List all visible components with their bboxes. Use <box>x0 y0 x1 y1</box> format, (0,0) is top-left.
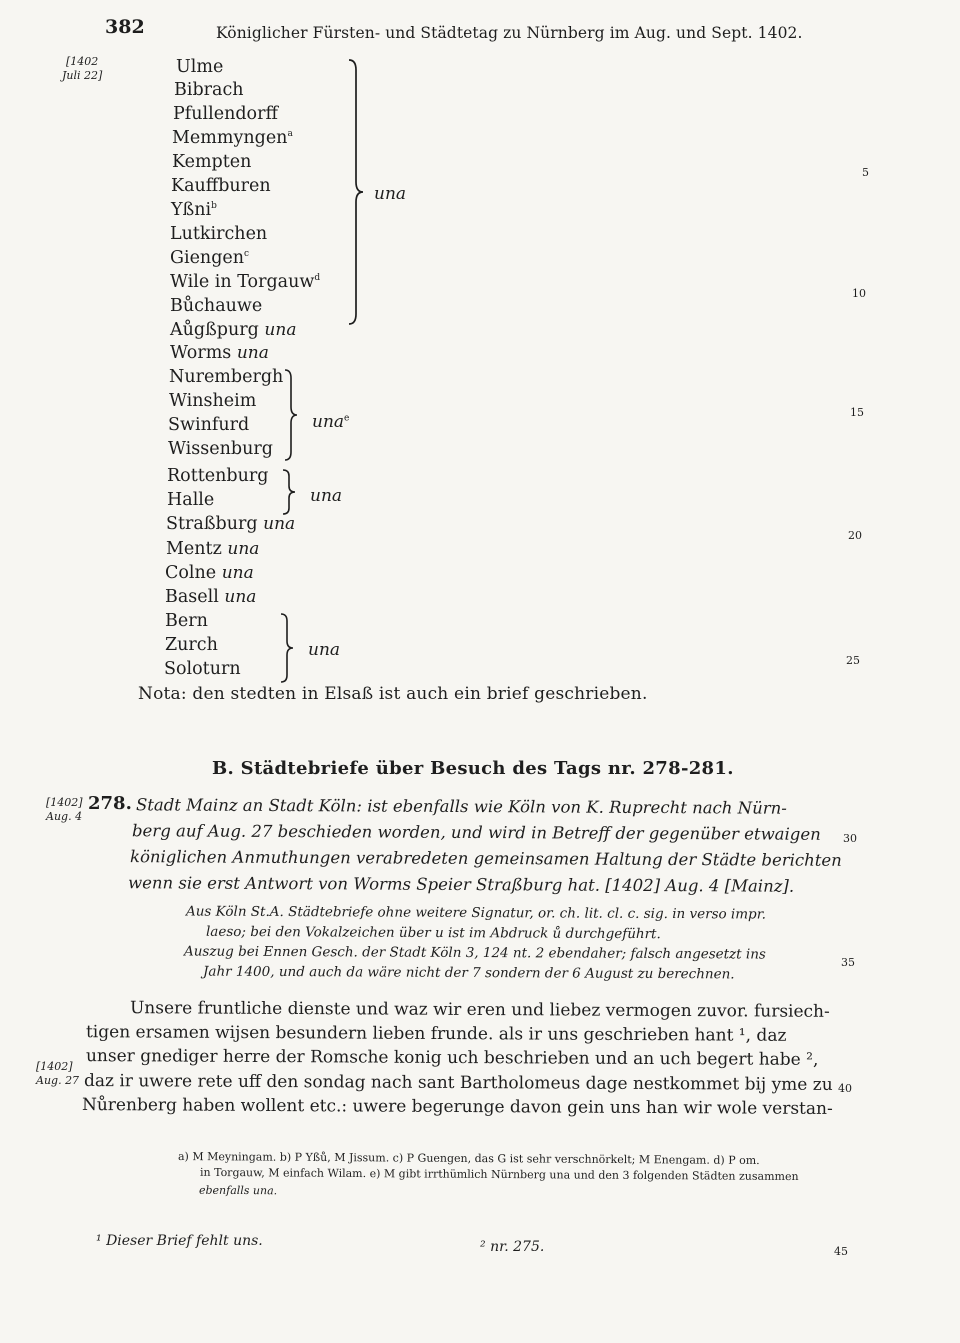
line-number: 5 <box>862 166 869 179</box>
city-name: Yßni <box>171 200 212 220</box>
brace-note: e <box>344 413 350 424</box>
city-entry <box>165 635 218 655</box>
regest-line: wenn sie erst Antwort von Worms Speier Straßburg hat. [1402] Aug. 4 [Mainz]. <box>127 873 795 896</box>
textual-note: ebenfalls una. <box>198 1183 278 1198</box>
city-entry <box>171 176 271 196</box>
letter-line: tigen ersamen wijsen besundern lieben frunde. als ir uns geschrieben hant ¹, daz <box>85 1022 787 1046</box>
city-name: Bůchauwe <box>170 296 263 316</box>
letter-line: unser gnediger herre der Romsche konig uch beschrieben und an uch begert habe ², <box>85 1046 819 1070</box>
city-name: Nurembergh <box>169 367 284 387</box>
city-name: Kauffburen <box>171 176 271 196</box>
source-note: Jahr 1400, und auch da wäre nicht der 7 sondern der 6 August zu berechnen. <box>202 963 735 983</box>
regest-line: königlichen Anmuthungen verabredeten gemeinsamen Haltung der Städte berichten <box>129 847 842 870</box>
right-brace <box>346 58 366 326</box>
regest-line: Stadt Mainz an Stadt Köln: ist ebenfalls wie Köln von K. Ruprecht nach Nürn- <box>135 795 787 818</box>
una-suffix: una <box>227 539 260 559</box>
city-name: Halle <box>167 490 215 510</box>
textual-note: a) M Meyningam. b) P Yßů, M Jissum. c) P Guengen, das G ist sehr verschnörkelt; M Enengam. d) P om. <box>177 1149 760 1168</box>
margin-date-top <box>62 55 102 83</box>
city-entry <box>170 320 296 340</box>
city-entry <box>168 415 249 435</box>
city-name: Swinfurd <box>168 415 250 435</box>
brace-label <box>312 412 349 432</box>
city-note: b <box>211 201 217 212</box>
line-number: 15 <box>850 406 864 419</box>
una-label: una <box>308 640 341 660</box>
city-name: Bern <box>165 611 208 631</box>
city-name: Zurch <box>165 635 218 655</box>
footnote: ¹ Dieser Brief fehlt uns. <box>96 1233 263 1249</box>
brace-label <box>310 486 342 506</box>
city-name: Mentz <box>166 539 222 559</box>
city-entry <box>170 272 320 292</box>
city-name: Soloturn <box>164 659 241 679</box>
city-entry <box>174 80 244 100</box>
city-name: Pfullendorff <box>173 104 278 124</box>
una-suffix: una <box>224 587 257 607</box>
right-brace <box>280 468 298 516</box>
city-name: Basell <box>165 587 219 607</box>
city-name: Worms <box>170 343 232 363</box>
page-number: 382 <box>105 16 145 38</box>
una-suffix: una <box>236 343 269 363</box>
line-number: 40 <box>838 1082 852 1095</box>
city-name: Lutkirchen <box>170 224 268 244</box>
city-entry <box>167 466 268 486</box>
city-name: Rottenburg <box>167 466 269 486</box>
letter-line: daz ir uwere rete uff den sondag nach sant Bartholomeus dage nestkommet bij yme zu <box>83 1071 833 1095</box>
una-label: una <box>310 486 343 506</box>
city-entry <box>165 587 256 607</box>
una-label: una <box>312 412 345 432</box>
margin-date-letter <box>36 1060 79 1088</box>
brace-label <box>374 184 406 204</box>
city-note: a <box>287 129 293 140</box>
running-title: Königlicher Fürsten- und Städtetag zu Nürnberg im Aug. und Sept. 1402. <box>216 24 803 42</box>
source-note: laeso; bei den Vokalzeichen über u ist im Abdruck ů durchgeführt. <box>205 923 661 943</box>
city-name: Kempten <box>172 152 252 172</box>
city-name: Straßburg <box>166 514 258 534</box>
city-entry <box>165 563 254 583</box>
city-entry <box>166 539 259 559</box>
city-entry <box>170 343 269 363</box>
una-suffix: una <box>264 320 297 340</box>
line-number: 25 <box>846 654 860 667</box>
city-entry <box>176 57 223 77</box>
city-name: Aůgßpurg <box>170 320 259 340</box>
city-entry <box>173 104 278 124</box>
line-number: 35 <box>841 956 855 969</box>
margin-date-day: Juli 22] <box>62 69 103 82</box>
city-name: Wile in Torgauw <box>170 272 315 292</box>
city-note: c <box>244 249 250 260</box>
margin-date-day: Aug. 4 <box>46 810 83 823</box>
city-entry <box>171 200 217 220</box>
city-entry <box>169 367 283 387</box>
city-entry <box>172 128 293 148</box>
source-note: Auszug bei Ennen Gesch. der Stadt Köln 3, 124 nt. 2 ebendaher; falsch angesetzt ins <box>183 943 766 963</box>
line-number: 20 <box>848 529 862 542</box>
city-entry <box>170 248 249 268</box>
una-label: una <box>374 184 407 204</box>
city-name: Memmyngen <box>172 128 288 148</box>
city-name: Giengen <box>170 248 245 268</box>
city-entry <box>170 224 267 244</box>
line-number: 45 <box>834 1245 848 1258</box>
textual-note: in Torgauw, M einfach Wilam. e) M gibt irrthümlich Nürnberg una und den 3 folgenden Städten zusammen <box>199 1165 799 1184</box>
una-suffix: una <box>263 514 296 534</box>
city-name: Wissenburg <box>168 439 273 459</box>
margin-date-regest <box>46 796 83 824</box>
right-brace <box>282 368 300 462</box>
city-name: Winsheim <box>169 391 257 411</box>
city-entry <box>169 391 256 411</box>
right-brace <box>278 612 296 684</box>
margin-date-year: [1402] <box>36 1060 73 1073</box>
city-entry <box>167 490 214 510</box>
city-entry <box>172 152 251 172</box>
margin-date-day: Aug. 27 <box>36 1074 80 1087</box>
city-entry <box>166 514 295 534</box>
city-entry <box>168 439 273 459</box>
nota-line: Nota: den stedten in Elsaß ist auch ein brief geschrieben. <box>138 684 648 704</box>
section-heading: B. Städtebriefe über Besuch des Tags nr. 278-281. <box>212 758 734 779</box>
city-entry <box>165 611 208 631</box>
letter-line: Unsere fruntliche dienste und waz wir eren und liebez vermogen zuvor. fursiech- <box>129 998 830 1022</box>
brace-label <box>308 640 340 660</box>
margin-date-year: [1402 <box>66 55 99 68</box>
source-note: Aus Köln St.A. Städtebriefe ohne weitere Signatur, or. ch. lit. cl. c. sig. in verso impr. <box>185 903 767 923</box>
una-suffix: una <box>221 563 254 583</box>
city-note: d <box>314 273 321 284</box>
city-name: Colne <box>165 563 217 583</box>
line-number: 30 <box>843 832 857 845</box>
city-name: Ulme <box>176 57 224 77</box>
city-entry <box>164 659 241 679</box>
city-entry <box>170 296 262 316</box>
footnote: ² nr. 275. <box>480 1239 545 1255</box>
regest-line: berg auf Aug. 27 beschieden worden, und wird in Betreff der gegenüber etwaigen <box>131 821 821 844</box>
line-number: 10 <box>852 287 866 300</box>
margin-date-year: [1402] <box>46 796 83 809</box>
city-name: Bibrach <box>174 80 244 100</box>
letter-line: Nůrenberg haben wollent etc.: uwere begerunge davon gein uns han wir wole verstan- <box>81 1095 833 1119</box>
regest-number: 278. <box>88 793 132 814</box>
